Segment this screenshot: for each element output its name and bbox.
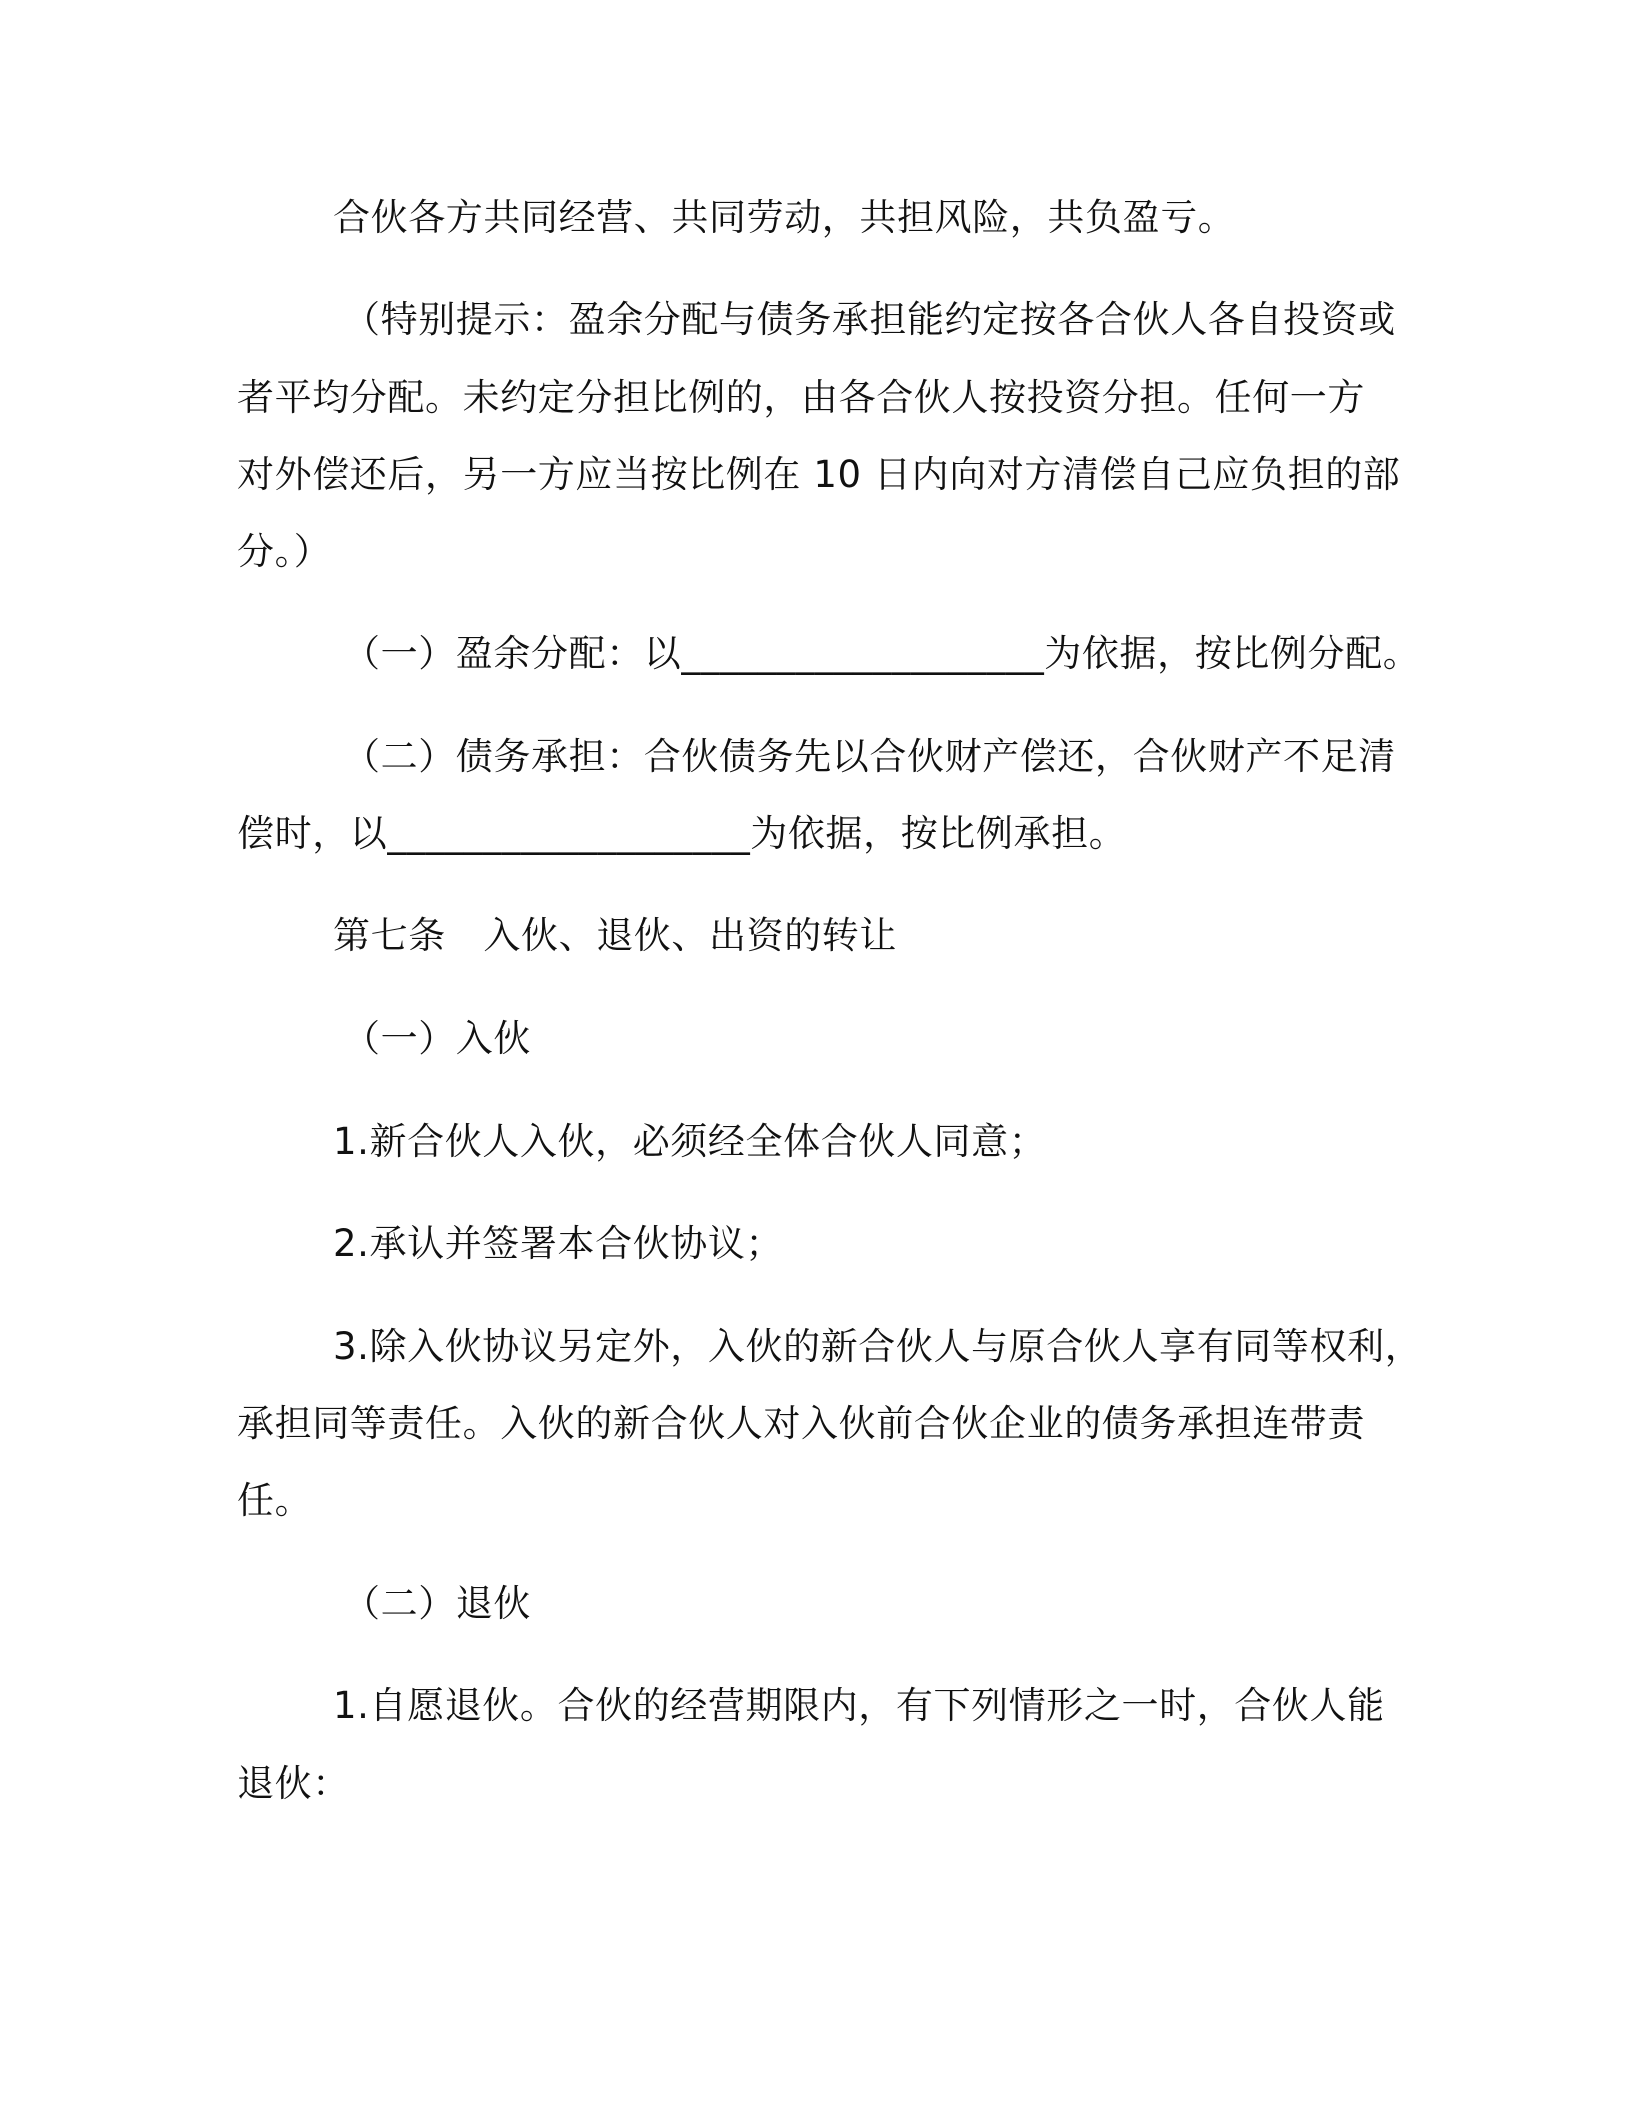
paragraph-joint-operation: 合伙各方共同经营、共同劳动，共担风险，共负盈亏。 (333, 196, 1236, 239)
admission-item-3-line-3: 任。 (237, 1479, 313, 1522)
special-note-line-4: 分。） (237, 530, 332, 573)
admission-item-1: 1.新合伙人入伙，必须经全体合伙人同意； (333, 1120, 1047, 1163)
special-note-line-3: 对外偿还后，另一方应当按比例在 10 日内向对方清偿自己应负担的部 (237, 453, 1401, 496)
article-seven-heading: 第七条 入伙、退伙、出资的转让 (333, 914, 897, 957)
debt-bearing-clause-line-1: （二）债务承担：合伙债务先以合伙财产偿还，合伙财产不足清 (343, 735, 1396, 778)
debt-bearing-clause-line-2: 偿时，以___________________为依据，按比例承担。 (237, 812, 1127, 855)
withdrawal-item-1-line-1: 1.自愿退伙。合伙的经营期限内，有下列情形之一时，合伙人能 (333, 1684, 1385, 1727)
section-withdrawal-heading: （二）退伙 (343, 1582, 531, 1625)
special-note-line-2: 者平均分配。未约定分担比例的，由各合伙人按投资分担。任何一方 (237, 376, 1365, 419)
profit-distribution-clause: （一）盈余分配：以___________________为依据，按比例分配。 (343, 632, 1421, 675)
admission-item-3-line-2: 承担同等责任。入伙的新合伙人对入伙前合伙企业的债务承担连带责 (237, 1402, 1365, 1445)
admission-item-2: 2.承认并签署本合伙协议； (333, 1222, 784, 1265)
admission-item-3-line-1: 3.除入伙协议另定外，入伙的新合伙人与原合伙人享有同等权利， (333, 1325, 1423, 1368)
withdrawal-item-1-line-2: 退伙： (237, 1762, 350, 1805)
section-admission-heading: （一）入伙 (343, 1017, 531, 1060)
special-note-line-1: （特别提示：盈余分配与债务承担能约定按各合伙人各自投资或 (343, 298, 1396, 341)
